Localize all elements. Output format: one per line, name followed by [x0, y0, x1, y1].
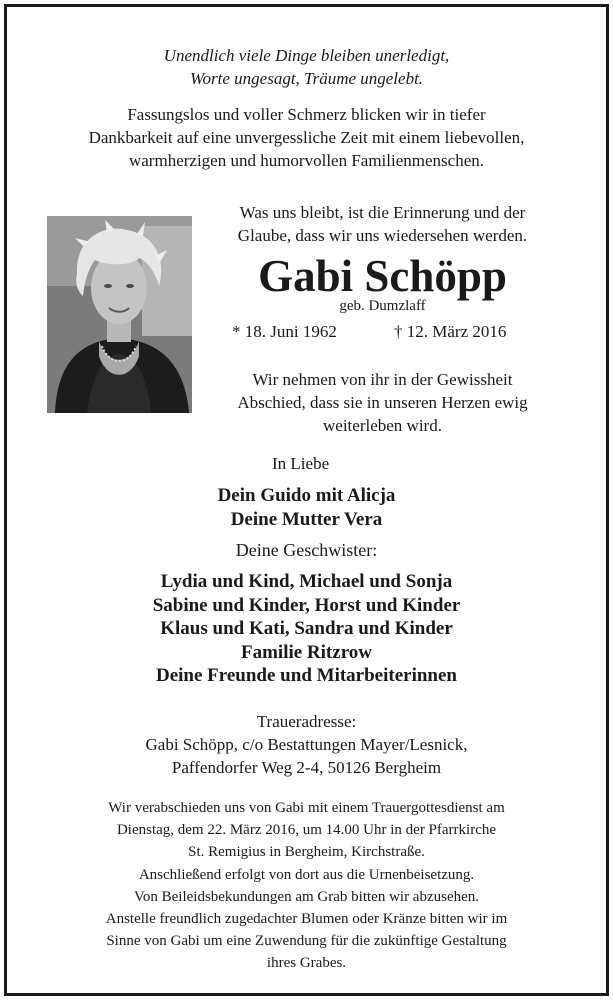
family-line: Familie Ritzrow	[240, 641, 373, 663]
intro-text	[0, 103, 613, 172]
deceased-name: Gabi Schöpp	[258, 251, 507, 301]
family-line: Deine Freunde und Mitarbeiterinnen	[155, 665, 457, 686]
farewell-line: Abschied, dass sie in unseren Herzen ewig	[237, 393, 528, 412]
service-line: Anstelle freundlich zugedachter Blumen oder Kränze bitten wir im	[105, 911, 508, 928]
opening-quote	[0, 44, 613, 90]
family-line: Klaus und Kati, Sandra und Kinder	[160, 618, 453, 639]
family-line: Dein Guido mit Alicja	[217, 485, 396, 506]
service-line: Anschließend erfolgt von dort aus die Urnenbeisetzung.	[138, 866, 475, 883]
farewell-text	[200, 368, 565, 437]
intro-line: Dankbarkeit auf eine unvergessliche Zeit mit einem liebevollen,	[88, 128, 525, 147]
service-line: Dienstag, dem 22. März 2016, um 14.00 Uhr in der Pfarrkirche	[116, 822, 497, 839]
memory-line: Was uns bleibt, ist die Erinnerung und der	[239, 203, 526, 222]
in-love-label: In Liebe	[272, 454, 330, 473]
farewell-line: Wir nehmen von ihr in der Gewissheit	[252, 370, 513, 389]
portrait-photo	[47, 216, 192, 413]
address-line: Traueradresse:	[256, 712, 357, 731]
siblings-heading: Deine Geschwister:	[235, 540, 378, 560]
service-line: Wir verabschieden uns von Gabi mit einem Trauergottesdienst am	[108, 800, 505, 816]
birth-date: * 18. Juni 1962	[232, 322, 337, 341]
service-details	[0, 797, 613, 975]
service-line: St. Remigius in Bergheim, Kirchstraße.	[188, 844, 425, 861]
service-line: Sinne von Gabi um eine Zuwendung für die zukünftige Gestaltung	[106, 933, 507, 950]
intro-line: Fassungslos und voller Schmerz blicken wir in tiefer	[127, 105, 486, 124]
intro-line: warmherzigen und humorvollen Familienmenschen.	[128, 151, 485, 170]
portrait-illustration	[47, 216, 192, 413]
family-line: Deine Mutter Vera	[230, 508, 383, 530]
quote-line: Unendlich viele Dinge bleiben unerledigt,	[163, 46, 450, 65]
memory-text	[200, 201, 565, 247]
service-line: ihres Grabes.	[266, 955, 347, 972]
death-date: † 12. März 2016	[394, 322, 507, 341]
service-line: Von Beileidsbekundungen am Grab bitten wir abzusehen.	[133, 888, 480, 905]
family-primary	[0, 484, 613, 531]
memory-line: Glaube, dass wir uns wiedersehen werden.	[237, 226, 528, 245]
quote-line: Worte ungesagt, Träume ungelebt.	[189, 69, 424, 88]
address-line: Gabi Schöpp, c/o Bestattungen Mayer/Lesnick,	[145, 735, 468, 754]
address-line: Paffendorfer Weg 2-4, 50126 Bergheim	[171, 758, 442, 777]
family-line: Sabine und Kinder, Horst und Kinder	[152, 594, 461, 616]
family-siblings	[0, 570, 613, 688]
birth-name: geb. Dumzlaff	[339, 298, 426, 314]
life-dates	[200, 322, 565, 344]
mourning-address	[0, 710, 613, 779]
family-line: Lydia und Kind, Michael und Sonja	[160, 571, 453, 592]
farewell-line: weiterleben wird.	[323, 416, 442, 435]
